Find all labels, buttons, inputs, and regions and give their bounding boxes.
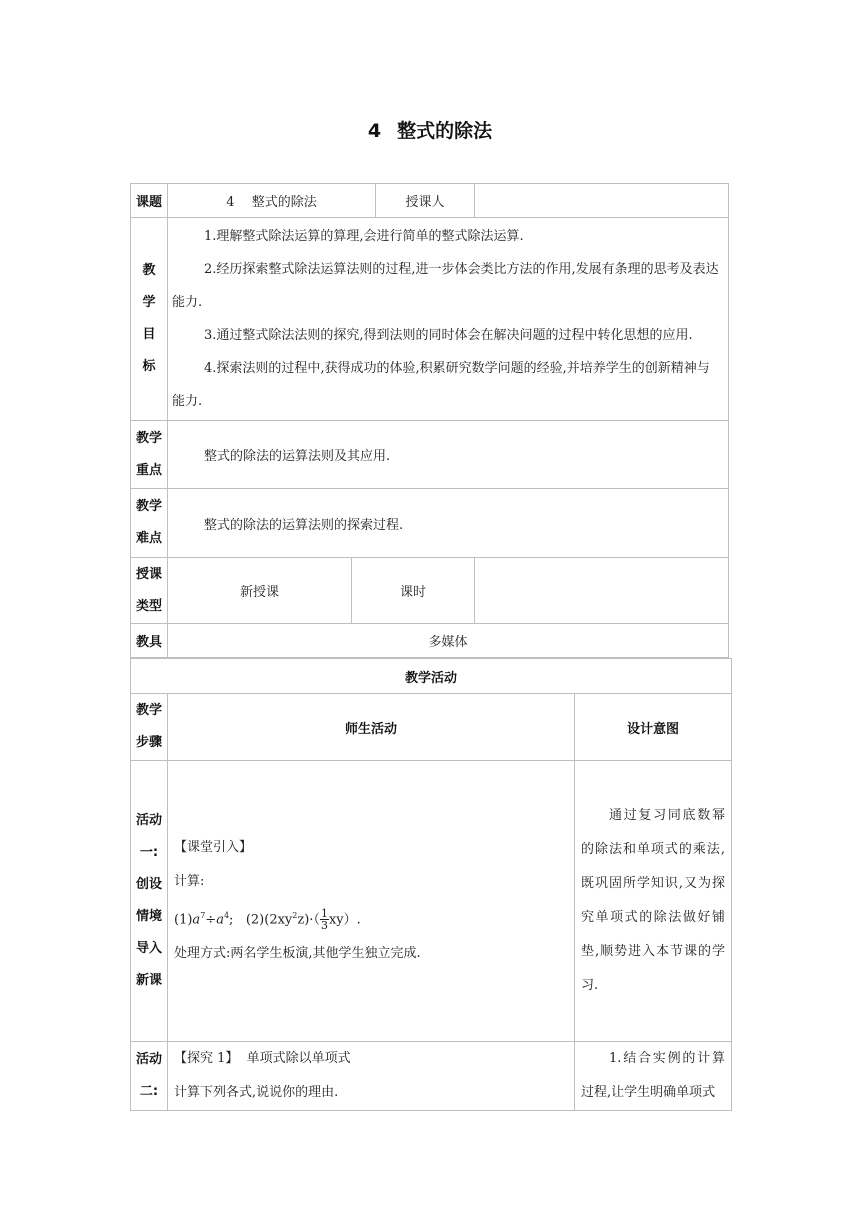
activities-header: 教学活动 <box>131 659 732 694</box>
activity-two-step: 活动 二: <box>131 1042 168 1111</box>
page-title: 4 整式的除法 <box>367 120 493 142</box>
activities-table <box>130 658 732 1111</box>
lesson-type-label: 授课 类型 <box>131 558 168 624</box>
objective-item: 4.探索法则的过程中,获得成功的体验,积累研究数学问题的经验,并培养学生的创新精神与能力. <box>172 361 710 409</box>
objective-item: 3.通过整式除法法则的探究,得到法则的同时体会在解决问题的过程中转化思想的应用. <box>204 328 693 343</box>
objectives-label: 教 学 目 标 <box>131 218 168 421</box>
activity-one-expressions: $(1)a^7\div a^4$; $(2)(2xy^2z)\cdot$（ $\frac{1}{3}$ xy）. <box>174 907 361 933</box>
activity-two-heading: 【探究 1】 单项式除以单项式 <box>174 1051 351 1066</box>
tools-value: 多媒体 <box>168 624 729 658</box>
difficult-points-value: 整式的除法的运算法则的探索过程. <box>168 489 729 558</box>
topic-label: 课题 <box>131 184 168 218</box>
activity-two-line: 计算下列各式,说说你的理由. <box>174 1085 339 1100</box>
activity-two-intent: 1.结合实例的计算过程,让学生明确单项式 <box>575 1042 732 1111</box>
fraction-one-third: $\frac{1}{3}$ <box>320 907 328 933</box>
activity-two-content <box>168 1042 575 1111</box>
tools-label: 教具 <box>131 624 168 658</box>
key-points-value: 整式的除法的运算法则及其应用. <box>168 421 729 489</box>
activity-column-header: 师生活动 <box>168 694 575 761</box>
activity-one-line: 处理方式:两名学生板演,其他学生独立完成. <box>174 946 421 962</box>
difficult-points-label: 教学 难点 <box>131 489 168 558</box>
teacher-label: 授课人 <box>376 184 475 218</box>
lesson-type-value: 新授课 <box>168 558 352 624</box>
objectives-list <box>168 218 729 421</box>
activity-one-line: 计算: <box>174 873 205 889</box>
lesson-info-table <box>130 183 729 658</box>
step-column-header: 教学 步骤 <box>131 694 168 761</box>
objective-item: 1.理解整式除法运算的算理,会进行简单的整式除法运算. <box>204 229 524 244</box>
objective-item: 2.经历探索整式除法运算法则的过程,进一步体会类比方法的作用,发展有条理的思考及表达能力. <box>172 262 719 310</box>
activity-one-step: 活动 一: 创设 情境 导入 新课 <box>131 761 168 1042</box>
key-points-label: 教学 重点 <box>131 421 168 489</box>
activity-one-content <box>168 761 575 1042</box>
hours-label: 课时 <box>352 558 475 624</box>
hours-value <box>475 558 729 624</box>
activity-one-heading: 【课堂引入】 <box>174 839 253 855</box>
teacher-value <box>475 184 729 218</box>
topic-value: 4 整式的除法 <box>168 184 376 218</box>
activity-one-intent: 通过复习同底数幂的除法和单项式的乘法,既巩固所学知识,又为探究单项式的除法做好铺垫,顺势进入本节课的学习. <box>575 761 732 1042</box>
intent-column-header: 设计意图 <box>575 694 732 761</box>
